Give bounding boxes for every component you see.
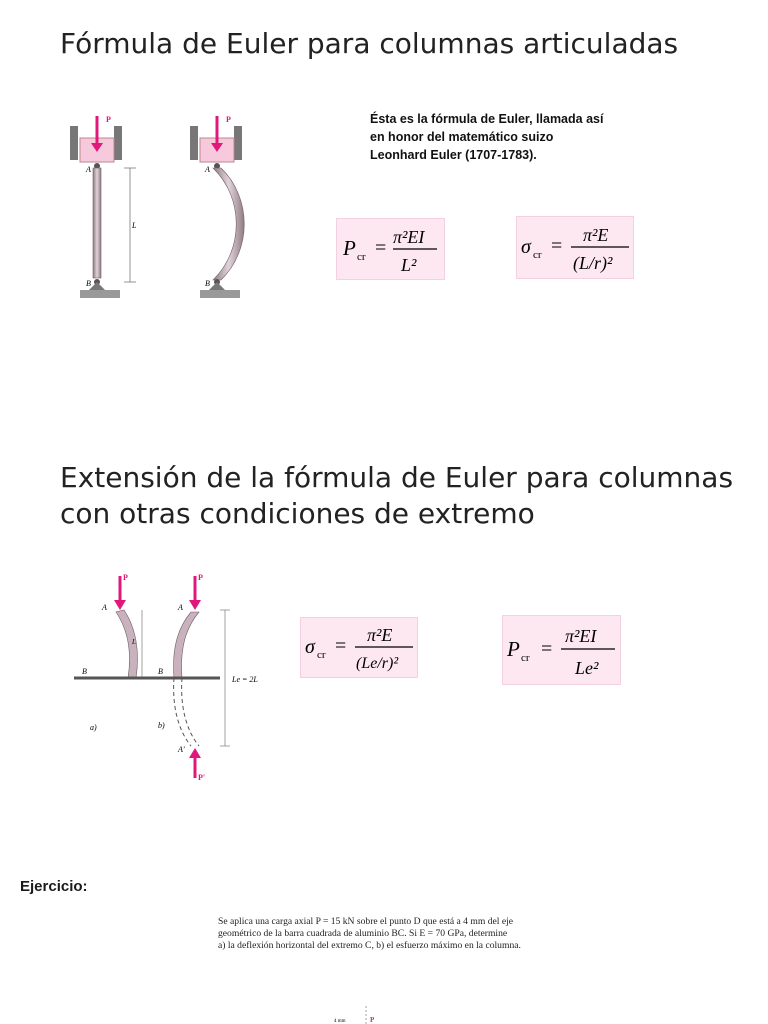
svg-text:cr: cr bbox=[317, 649, 326, 661]
svg-text:π²E: π²E bbox=[367, 625, 393, 645]
svg-text:B: B bbox=[158, 667, 163, 676]
wall-right bbox=[114, 126, 122, 160]
fig2b-load-label: P bbox=[198, 573, 203, 582]
svg-text:A: A bbox=[178, 603, 183, 612]
sigma-numerator: π²E bbox=[583, 225, 609, 245]
pcr-lhs: P bbox=[343, 236, 356, 260]
svg-text:B: B bbox=[205, 279, 210, 288]
pcr-sub: cr bbox=[357, 251, 366, 263]
section2-title bbox=[60, 460, 733, 532]
note-line-2: en honor del matemático suizo bbox=[370, 130, 554, 144]
formula-pcr bbox=[336, 218, 445, 280]
svg-text:P: P bbox=[507, 637, 520, 661]
fig2b-label: b) bbox=[158, 721, 165, 730]
formula-pcr-le bbox=[502, 615, 621, 685]
formula-sigma-cr bbox=[516, 216, 634, 279]
svg-text:cr: cr bbox=[521, 652, 530, 664]
problem-line-3: a) la deflexión horizontal del extremo C, b) el esfuerzo máximo en la columna. bbox=[218, 940, 521, 951]
svg-text:L: L bbox=[132, 638, 136, 646]
sigma-denominator: (L/r)² bbox=[573, 253, 613, 273]
svg-text:(Le/r)²: (Le/r)² bbox=[356, 655, 399, 672]
fig2b-reaction-label: P' bbox=[198, 773, 206, 782]
fig1-l-label: L bbox=[132, 221, 137, 230]
pcr-numerator: π²EI bbox=[393, 227, 425, 247]
formula-sigma-cr-le bbox=[300, 617, 418, 678]
problem-line-2: geométrico de la barra cuadrada de aluminio BC. Si E = 70 GPa, determine bbox=[218, 928, 508, 939]
svg-text:=: = bbox=[541, 638, 553, 660]
end-conditions-figure bbox=[70, 570, 270, 785]
fig1-b-label: B bbox=[86, 279, 91, 288]
problem-line-1: Se aplica una carga axial P = 15 kN sobre el punto D que está a 4 mm del eje bbox=[218, 916, 513, 927]
svg-text:B: B bbox=[82, 667, 87, 676]
exercise-load-label: P bbox=[370, 1016, 375, 1024]
buckled-column bbox=[190, 116, 244, 298]
svg-text:=: = bbox=[335, 635, 347, 657]
svg-text:A: A bbox=[102, 603, 107, 612]
svg-text:A': A' bbox=[178, 745, 185, 754]
svg-text:Le²: Le² bbox=[575, 658, 599, 678]
sigma-sub: cr bbox=[533, 249, 542, 261]
section2-title-line2: con otras condiciones de extremo bbox=[60, 497, 535, 530]
svg-text:=: = bbox=[375, 237, 387, 259]
exercise-label: Ejercicio: bbox=[20, 878, 88, 895]
fig1-load-label: P bbox=[106, 115, 111, 124]
wall-left bbox=[70, 126, 78, 160]
section2-title-line1: Extensión de la fórmula de Euler para columnas bbox=[60, 461, 734, 494]
exercise-problem-text bbox=[218, 916, 558, 952]
note-line-3: Leonhard Euler (1707-1783). bbox=[370, 148, 537, 162]
svg-text:=: = bbox=[551, 235, 563, 257]
section1-title: Fórmula de Euler para columnas articuladas bbox=[60, 27, 679, 60]
pcr-denominator: L² bbox=[401, 255, 417, 275]
svg-text:A: A bbox=[205, 165, 210, 174]
fig1-a-label: A bbox=[86, 165, 91, 174]
pinned-columns-figure bbox=[68, 110, 258, 305]
fig2b-le-label: Le = 2L bbox=[232, 675, 258, 684]
fig2a-load-label: P bbox=[123, 573, 128, 582]
euler-note bbox=[370, 110, 630, 164]
svg-text:σ: σ bbox=[305, 636, 315, 658]
note-line-1: Ésta es la fórmula de Euler, llamada así bbox=[370, 112, 604, 126]
svg-text:P: P bbox=[226, 115, 231, 124]
exercise-dim-label: 4 mm bbox=[334, 1019, 346, 1024]
svg-text:π²EI: π²EI bbox=[565, 626, 597, 646]
sigma-lhs: σ bbox=[521, 236, 531, 258]
fig2a-label: a) bbox=[90, 723, 97, 732]
straight-column bbox=[70, 116, 136, 298]
exercise-figure-fragment bbox=[330, 1006, 390, 1024]
